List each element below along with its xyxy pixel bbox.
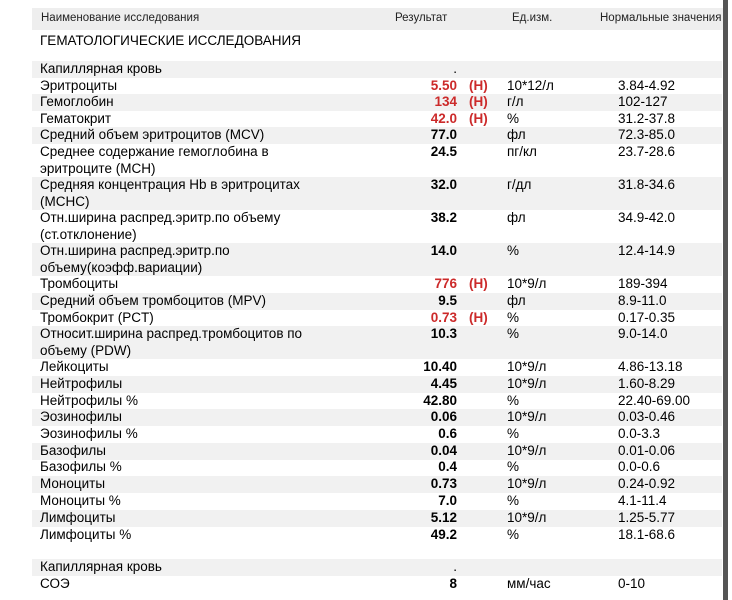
table-row	[32, 576, 722, 593]
result-value: 0.4	[438, 459, 457, 474]
result-value: 77.0	[430, 127, 457, 142]
reference-range: 18.1-68.6	[618, 527, 676, 542]
abnormal-flag: (Н)	[469, 276, 488, 291]
test-name-continued: (MCHC)	[40, 193, 90, 209]
section-title: ГЕМАТОЛОГИЧЕСКИЕ ИССЛЕДОВАНИЯ	[40, 33, 301, 48]
unit: 10*9/л	[507, 276, 547, 291]
table-row	[32, 243, 722, 276]
table-row	[32, 127, 722, 144]
table-row	[32, 559, 722, 576]
test-name: Моноциты %	[40, 493, 121, 508]
reference-range: 0.0-0.6	[618, 459, 661, 474]
unit: 10*9/л	[507, 376, 547, 391]
result-value: 7.0	[438, 493, 457, 508]
unit: %	[507, 527, 520, 542]
unit: г/дл	[507, 177, 532, 192]
unit: 10*9/л	[507, 510, 547, 525]
reference-range: 31.8-34.6	[618, 177, 676, 192]
result-value: 9.5	[438, 293, 457, 308]
unit: 10*9/л	[507, 409, 547, 424]
test-name: Капиллярная кровь	[40, 559, 162, 574]
result-value: 10.3	[430, 326, 457, 341]
unit: %	[507, 459, 520, 474]
unit: %	[507, 111, 520, 126]
table-row	[32, 94, 722, 111]
test-name: Лимфоциты %	[40, 527, 132, 542]
reference-range: 12.4-14.9	[618, 243, 676, 258]
test-name: Базофилы %	[40, 459, 122, 474]
test-name: Средний объем тромбоцитов (MPV)	[40, 293, 266, 308]
test-name: Отн.ширина распред.эритр.по объему	[40, 210, 281, 225]
reference-range: 31.2-37.8	[618, 111, 676, 126]
right-border	[723, 0, 728, 600]
unit: фл	[507, 293, 526, 308]
table-row	[32, 359, 722, 376]
table-row	[32, 459, 722, 476]
test-name-continued: объему (PDW)	[40, 342, 132, 358]
result-value: 0.6	[438, 426, 457, 441]
header-name: Наименование исследования	[41, 12, 200, 24]
result-value: 0.73	[430, 476, 457, 491]
table-row	[32, 78, 722, 95]
unit: %	[507, 426, 520, 441]
reference-range: 4.86-13.18	[618, 359, 683, 374]
result-value: 134	[434, 94, 457, 109]
reference-range: 3.84-4.92	[618, 78, 676, 93]
test-name: Тромбокрит (PCT)	[40, 310, 154, 325]
reference-range: 0.0-3.3	[618, 426, 661, 441]
test-name: Среднее содержание гемоглобина в	[40, 144, 269, 159]
reference-range: 0.01-0.06	[618, 443, 676, 458]
reference-range: 0.24-0.92	[618, 476, 676, 491]
reference-range: 8.9-11.0	[618, 293, 667, 308]
result-value: 42.80	[423, 393, 457, 408]
result-value: 38.2	[430, 210, 457, 225]
table-row	[32, 476, 722, 493]
table-row	[32, 326, 722, 359]
reference-range: 22.40-69.00	[618, 393, 691, 408]
header-unit: Ед.изм.	[512, 12, 553, 24]
result-value: 24.5	[430, 144, 457, 159]
unit: %	[507, 493, 520, 508]
unit: 10*9/л	[507, 359, 547, 374]
table-row	[32, 310, 722, 327]
test-name: Эозинофилы %	[40, 426, 138, 441]
table-row	[32, 61, 722, 78]
unit: 10*9/л	[507, 476, 547, 491]
table-row	[32, 393, 722, 410]
test-name: Средний объем эритроцитов (MCV)	[40, 127, 265, 142]
result-value: 0.06	[430, 409, 457, 424]
test-name: Средняя концентрация Hb в эритроцитах	[40, 177, 300, 192]
result-value: 42.0	[430, 111, 457, 126]
result-value: 4.45	[430, 376, 457, 391]
result-value: 0.04	[430, 443, 457, 458]
test-name: Гемоглобин	[40, 94, 114, 109]
header-result: Результат	[395, 12, 448, 24]
reference-range: 34.9-42.0	[618, 210, 676, 225]
table-row	[32, 510, 722, 527]
unit: 10*9/л	[507, 443, 547, 458]
result-value: .	[453, 559, 457, 574]
test-name: Эритроциты	[40, 78, 118, 93]
reference-range: 0-10	[618, 576, 646, 591]
reference-range: 23.7-28.6	[618, 144, 676, 159]
unit: %	[507, 326, 520, 341]
reference-range: 1.25-5.77	[618, 510, 676, 525]
abnormal-flag: (Н)	[469, 78, 488, 93]
result-value: 5.50	[430, 78, 457, 93]
unit: 10*12/л	[507, 78, 554, 93]
result-value: 14.0	[430, 243, 457, 258]
table-row	[32, 111, 722, 128]
table-row	[32, 443, 722, 460]
table-header	[32, 8, 727, 30]
test-name: Капиллярная кровь	[40, 61, 162, 76]
result-value: 10.40	[423, 359, 457, 374]
test-name: Гематокрит	[40, 111, 112, 126]
result-value: 5.12	[430, 510, 457, 525]
table-row	[32, 493, 722, 510]
abnormal-flag: (Н)	[469, 111, 488, 126]
table-row	[32, 210, 722, 243]
result-value: 776	[434, 276, 457, 291]
test-name-continued: эритроците (MCH)	[40, 160, 156, 176]
table-row	[32, 276, 722, 293]
unit: пг/кл	[507, 144, 537, 159]
reference-range: 1.60-8.29	[618, 376, 676, 391]
test-name: СОЭ	[40, 576, 70, 591]
table-row	[32, 409, 722, 426]
table-row	[32, 144, 722, 177]
test-name-continued: (ст.отклонение)	[40, 226, 137, 242]
result-value: 0.73	[430, 310, 457, 325]
test-name: Лейкоциты	[40, 359, 109, 374]
test-name: Отн.ширина распред.эритр.по	[40, 243, 230, 258]
unit: %	[507, 393, 520, 408]
table-row	[32, 376, 722, 393]
test-name: Моноциты	[40, 476, 106, 491]
table-row	[32, 426, 722, 443]
header-ref: Нормальные значения	[600, 12, 722, 24]
reference-range: 4.1-11.4	[618, 493, 667, 508]
result-value: 32.0	[430, 177, 457, 192]
test-name-continued: объему(коэфф.вариации)	[40, 259, 203, 275]
test-name: Относит.ширина распред.тромбоцитов по	[40, 326, 303, 341]
result-value: .	[453, 61, 457, 76]
result-value: 8	[449, 576, 457, 591]
reference-range: 0.17-0.35	[618, 310, 676, 325]
abnormal-flag: (Н)	[469, 94, 488, 109]
unit: г/л	[507, 94, 524, 109]
test-name: Нейтрофилы %	[40, 393, 138, 408]
reference-range: 72.3-85.0	[618, 127, 676, 142]
unit: %	[507, 310, 520, 325]
reference-range: 102-127	[618, 94, 668, 109]
unit: мм/час	[507, 576, 551, 591]
table-row	[32, 527, 722, 544]
reference-range: 189-394	[618, 276, 668, 291]
unit: фл	[507, 210, 526, 225]
abnormal-flag: (Н)	[469, 310, 488, 325]
unit: фл	[507, 127, 526, 142]
test-name: Лимфоциты	[40, 510, 116, 525]
reference-range: 0.03-0.46	[618, 409, 676, 424]
test-name: Эозинофилы	[40, 409, 122, 424]
test-name: Тромбоциты	[40, 276, 119, 291]
table-row	[32, 177, 722, 210]
test-name: Базофилы	[40, 443, 106, 458]
reference-range: 9.0-14.0	[618, 326, 668, 341]
result-value: 49.2	[430, 527, 457, 542]
unit: %	[507, 243, 520, 258]
table-row	[32, 293, 722, 310]
test-name: Нейтрофилы	[40, 376, 123, 391]
